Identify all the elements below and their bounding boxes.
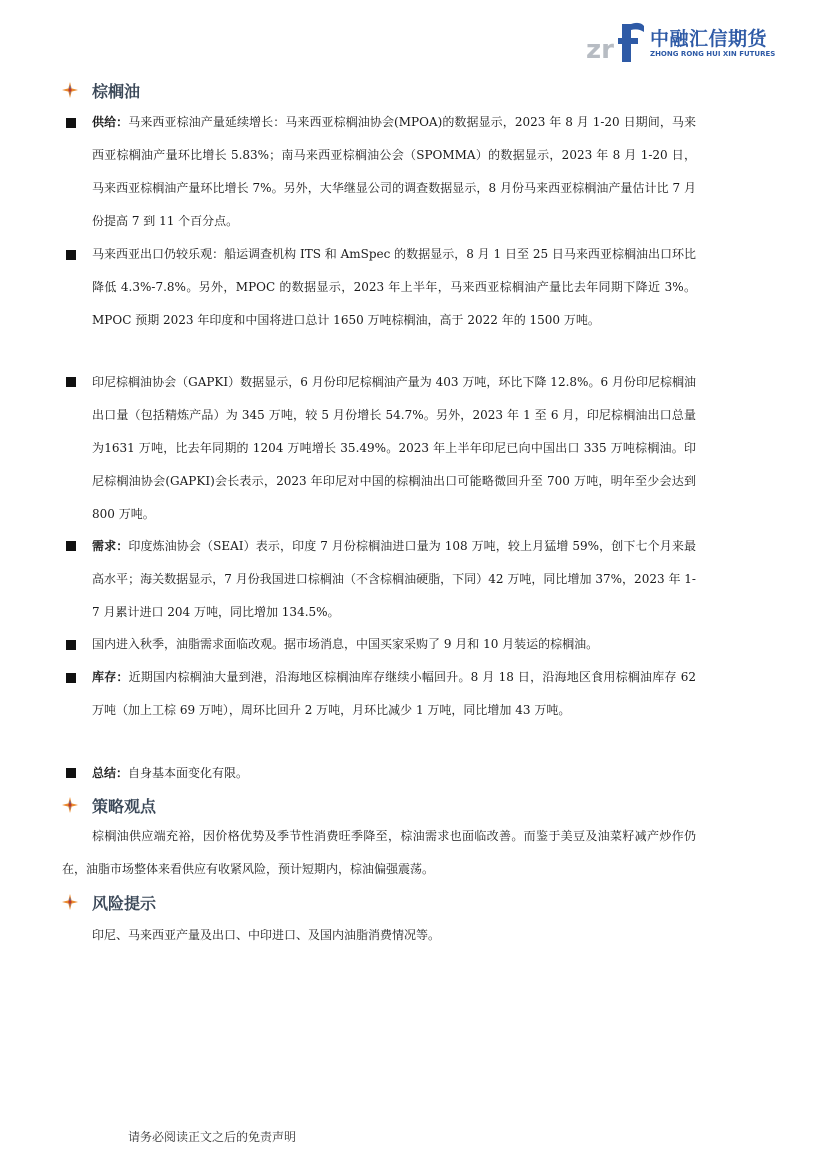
bullet-square xyxy=(66,768,76,778)
text-supply: 马来西亚棕油产量延续增长：马来西亚棕榈油协会(MPOA)的数据显示，2023 年 8 月 1-20 日期间，马来西亚棕榈油产量环比增长 5.83%；南马来西亚棕榈油公会（SPOMMA）的数据显示，2023 年 8 月 1-20 日，马来西亚棕榈油产量环比增长 7%。另外，大华继显公司的调查数据显示，8 月份马来西亚棕榈油产量估计比 7 月份提高 7 到 11 个百分点。 xyxy=(92,115,696,228)
section-marker-icon xyxy=(62,894,78,910)
text-summary: 自身基本面变化有限。 xyxy=(128,766,249,780)
company-logo xyxy=(584,18,784,66)
bullet-square xyxy=(66,541,76,551)
logo-company-name: 中融汇信期货 xyxy=(650,28,768,50)
section-heading-risk xyxy=(62,890,156,914)
section-title-strategy: 策略观点 xyxy=(92,796,157,816)
paragraph-demand xyxy=(92,530,696,629)
section-title-palm: 棕榈油 xyxy=(92,81,141,101)
section-heading-strategy xyxy=(62,793,156,817)
paragraph-indonesia xyxy=(92,366,696,531)
bullet-square xyxy=(66,118,76,128)
bullet-square xyxy=(66,640,76,650)
zrf-logo-mark xyxy=(584,18,646,66)
svg-text:zr: zr xyxy=(586,35,614,65)
paragraph-malaysia-export xyxy=(92,238,696,337)
label-inventory: 库存： xyxy=(92,670,129,684)
strategy-text: 棕榈油供应端充裕，因价格优势及季节性消费旺季降至，棕油需求也面临改善。而鉴于美豆及油菜籽减产炒作仍在，油脂市场整体来看供应有收紧风险，预计短期内，棕油偏强震荡。 xyxy=(62,829,696,876)
section-marker-icon xyxy=(62,82,78,98)
paragraph-domestic xyxy=(92,628,696,661)
label-supply: 供给： xyxy=(92,115,129,129)
text-malaysia-export: 马来西亚出口仍较乐观：船运调查机构 ITS 和 AmSpec 的数据显示，8 月 1 日至 25 日马来西亚棕榈油出口环比降低 4.3%-7.8%。另外，MPOC 的数据显示，2023 年上半年，马来西亚棕榈油产量比去年同期下降近 3%。MPOC 预期 2023 年印度和中国将进口总计 1650 万吨棕榈油，高于 2022 年的 1500 万吨。 xyxy=(92,247,696,327)
bullet-square xyxy=(66,377,76,387)
section-heading-palm xyxy=(62,78,140,102)
text-demand: 印度炼油协会（SEAI）表示，印度 7 月份棕榈油进口量为 108 万吨，较上月猛增 59%，创下七个月来最高水平；海关数据显示，7 月份我国进口棕榈油（不含棕榈油硬脂，下同）42 万吨，同比增加 37%，2023 年 1-7 月累计进口 204 万吨，同比增加 134.5%。 xyxy=(92,539,696,619)
label-summary: 总结： xyxy=(92,766,129,780)
section-title-risk: 风险提示 xyxy=(92,893,157,913)
label-demand: 需求： xyxy=(92,539,129,553)
footer-disclaimer: 请务必阅读正文之后的免责声明 xyxy=(128,1130,297,1144)
risk-text: 印尼、马来西亚产量及出口、中印进口、及国内油脂消费情况等。 xyxy=(92,928,441,942)
paragraph-inventory xyxy=(92,661,696,727)
paragraph-summary xyxy=(92,757,696,790)
paragraph-supply xyxy=(92,106,696,238)
text-domestic: 国内进入秋季，油脂需求面临改观。据市场消息，中国买家采购了 9 月和 10 月装运的棕榈油。 xyxy=(92,637,599,651)
text-indonesia: 印尼棕榈油协会（GAPKI）数据显示，6 月份印尼棕榈油产量为 403 万吨，环比下降 12.8%。6 月份印尼棕榈油出口量（包括精炼产品）为 345 万吨，较 5 月份增长 54.7%。另外，2023 年 1 至 6 月，印尼棕榈油出口总量为1631 万吨，比去年同期的 1204 万吨增长 35.49%。2023 年上半年印尼已向中国出口 335 万吨棕榈油。印尼棕榈油协会(GAPKI)会长表示，2023 年印尼对中国的棕榈油出口可能略微回升至 700 万吨，明年至少会达到 800 万吨。 xyxy=(92,375,696,521)
text-inventory: 近期国内棕榈油大量到港，沿海地区棕榈油库存继续小幅回升。8 月 18 日，沿海地区食用棕榈油库存 62 万吨（加上工棕 69 万吨），周环比回升 2 万吨，月环比减少 1 万吨，同比增加 43 万吨。 xyxy=(92,670,696,717)
section-marker-icon xyxy=(62,797,78,813)
logo-company-name-en: ZHONG RONG HUI XIN FUTURES xyxy=(650,50,776,58)
bullet-square xyxy=(66,673,76,683)
bullet-square xyxy=(66,250,76,260)
